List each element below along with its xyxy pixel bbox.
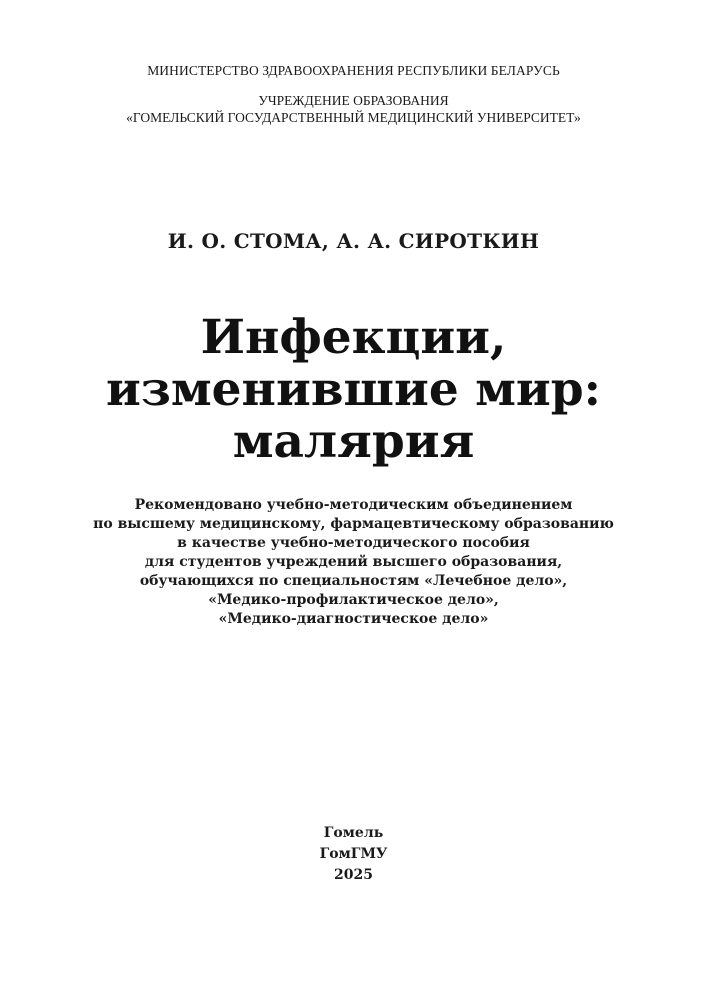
book-title-line-3: малярия (232, 414, 475, 469)
imprint-year: 2025 (334, 867, 373, 883)
imprint-publisher: ГомГМУ (319, 846, 388, 862)
recommendation-line: «Медико-профилактическое дело», (208, 592, 499, 608)
recommendation-line: для студентов учреждений высшего образования, (144, 554, 563, 570)
authors: И. О. СТОМА, А. А. СИРОТКИН (167, 229, 540, 253)
recommendation-line: «Медико-диагностическое дело» (218, 611, 489, 627)
book-title (0, 312, 707, 468)
recommendation-line: в качестве учебно-методического пособия (177, 535, 530, 551)
recommendation-line: Рекомендовано учебно-методическим объединением (134, 497, 573, 513)
institution-name: «ГОМЕЛЬСКИЙ ГОСУДАРСТВЕННЫЙ МЕДИЦИНСКИЙ УНИВЕРСИТЕТ» (126, 110, 581, 125)
recommendation-block (0, 496, 707, 629)
recommendation-line: по высшему медицинскому, фармацевтическому образованию (93, 516, 614, 532)
institution-type: УЧРЕЖДЕНИЕ ОБРАЗОВАНИЯ (258, 93, 449, 108)
imprint-block (0, 823, 707, 886)
ministry-name: МИНИСТЕРСТВО ЗДРАВООХРАНЕНИЯ РЕСПУБЛИКИ БЕЛАРУСЬ (147, 63, 560, 78)
book-title-line-2: изменившие мир: (105, 362, 602, 417)
book-title-line-1: Инфекции, (200, 310, 507, 365)
recommendation-line: обучающихся по специальностям «Лечебное дело», (139, 573, 568, 589)
imprint-city: Гомель (323, 825, 384, 841)
